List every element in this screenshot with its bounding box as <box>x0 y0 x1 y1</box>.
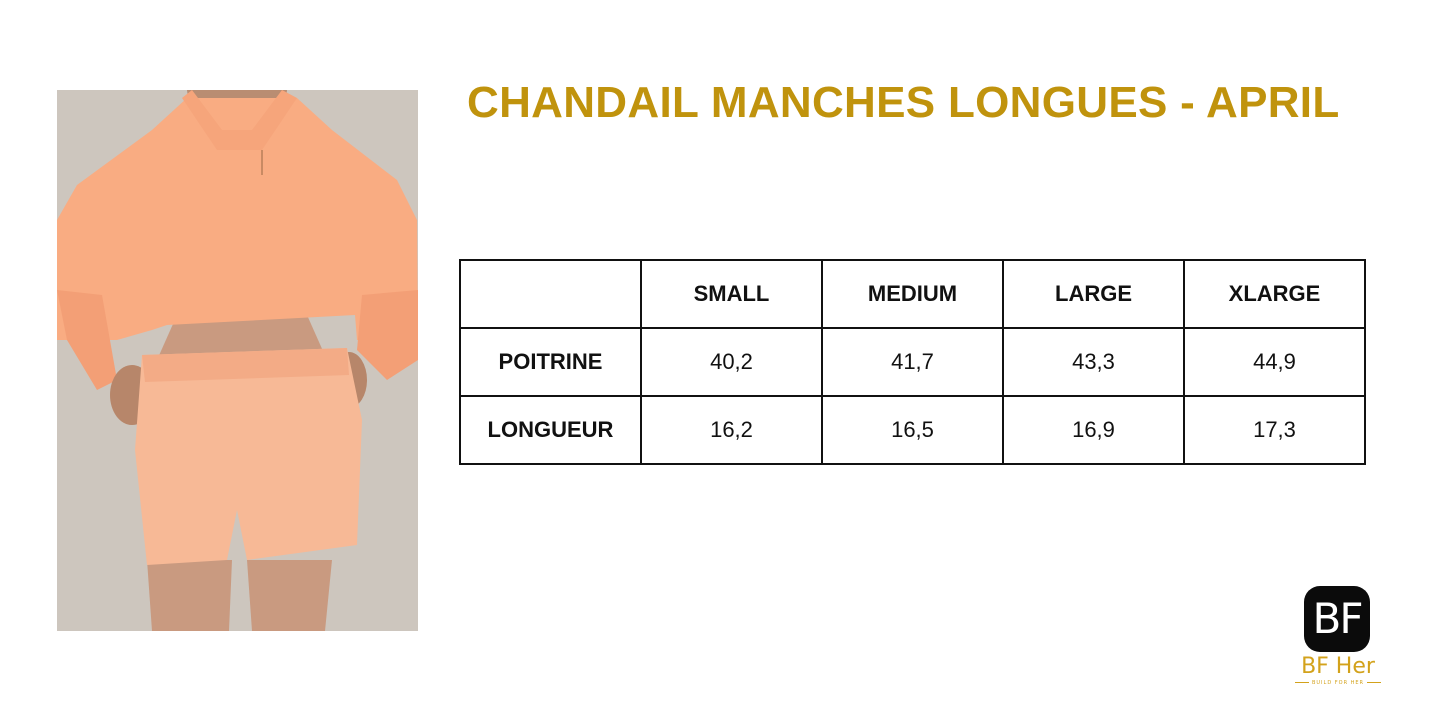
page-title: CHANDAIL MANCHES LONGUES - APRIL <box>467 78 1340 127</box>
model-illustration <box>57 90 418 631</box>
table-cell: 40,2 <box>641 328 822 396</box>
row-label-poitrine: POITRINE <box>460 328 641 396</box>
table-row <box>460 328 1365 396</box>
header-cell-medium: MEDIUM <box>822 260 1003 328</box>
table-header-row <box>460 260 1365 328</box>
header-cell-large: LARGE <box>1003 260 1184 328</box>
size-chart-table <box>459 259 1366 465</box>
row-label-longueur: LONGUEUR <box>460 396 641 464</box>
table-row <box>460 396 1365 464</box>
logo-tagline: BUILD FOR HER <box>1290 680 1386 686</box>
table-cell: 16,2 <box>641 396 822 464</box>
table-cell: 17,3 <box>1184 396 1365 464</box>
brand-logo <box>1290 586 1386 690</box>
logo-wordmark: BF Her <box>1301 654 1375 679</box>
table-cell: 16,5 <box>822 396 1003 464</box>
table-cell: 43,3 <box>1003 328 1184 396</box>
table-cell: 16,9 <box>1003 396 1184 464</box>
header-cell-empty <box>460 260 641 328</box>
table-cell: 41,7 <box>822 328 1003 396</box>
header-cell-xlarge: XLARGE <box>1184 260 1365 328</box>
product-photo <box>57 90 418 631</box>
header-cell-small: SMALL <box>641 260 822 328</box>
table-cell: 44,9 <box>1184 328 1365 396</box>
logo-monogram: BF <box>1304 586 1370 652</box>
